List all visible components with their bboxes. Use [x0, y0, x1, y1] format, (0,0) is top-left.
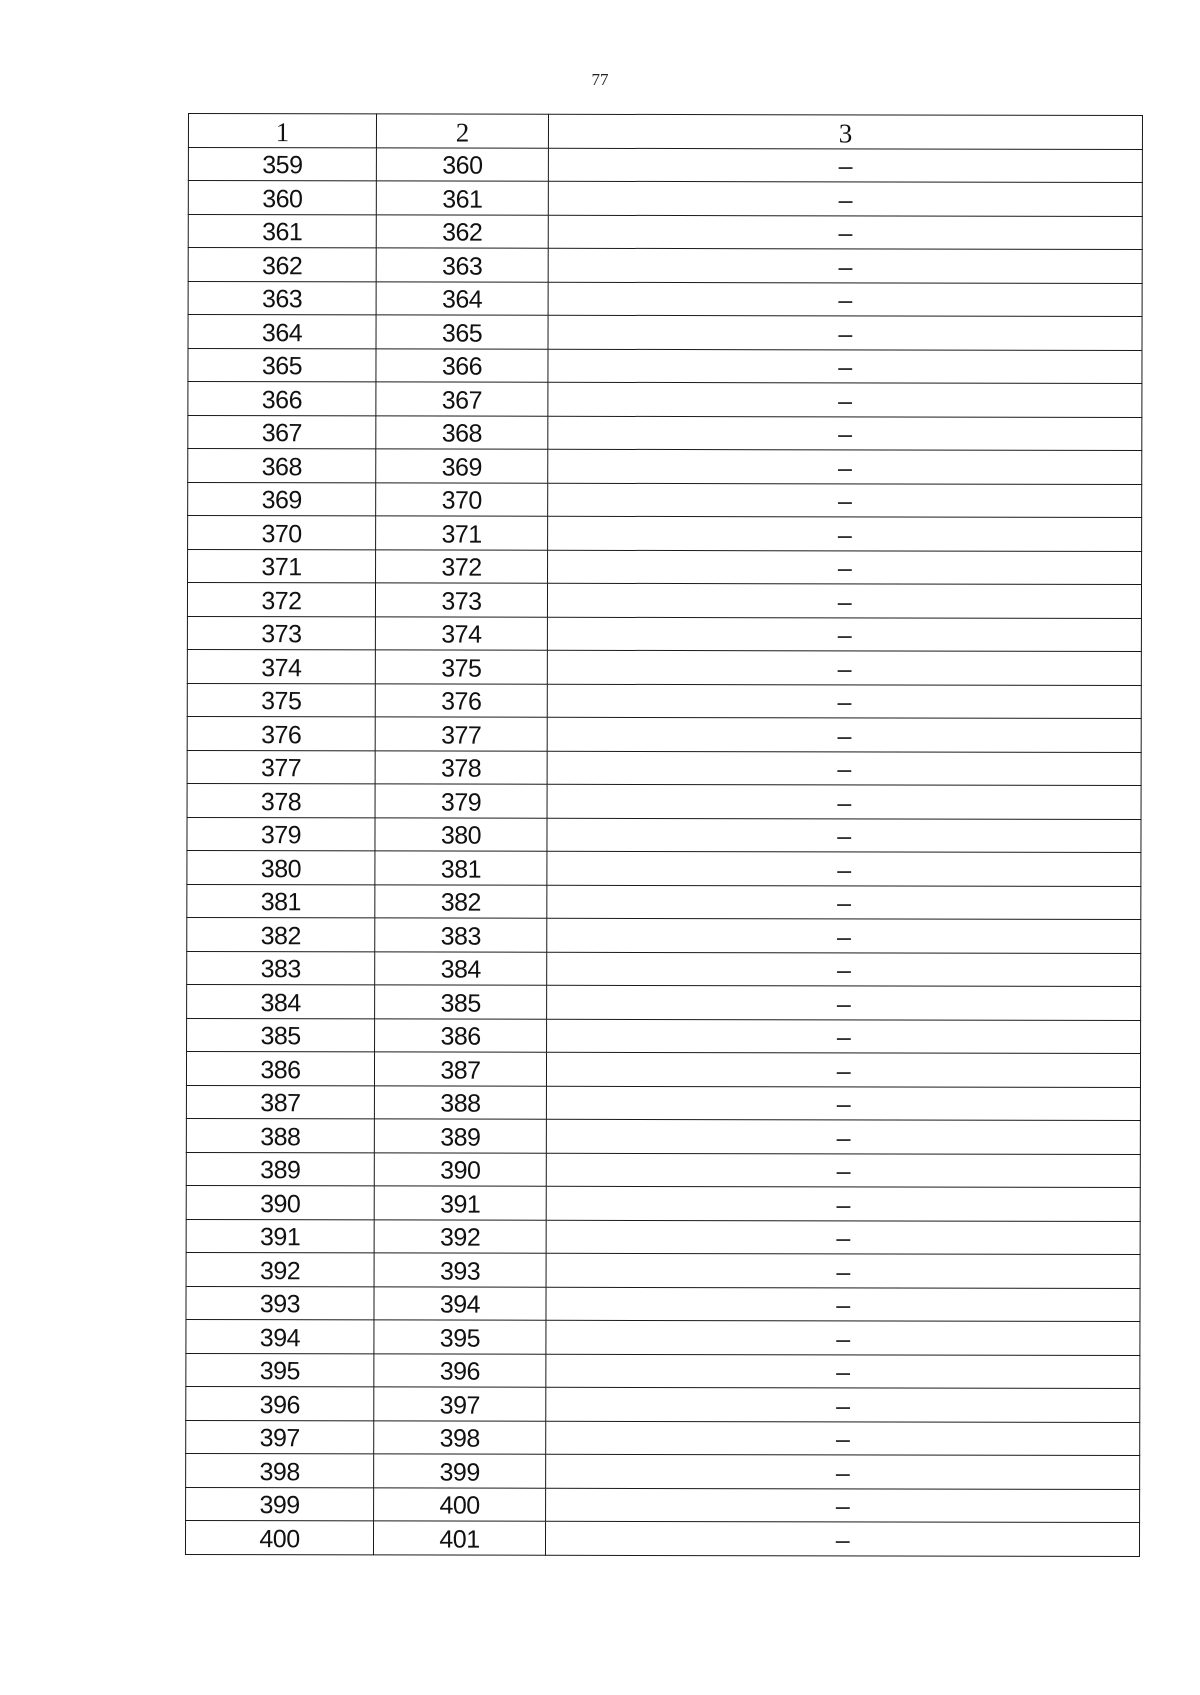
table-cell-col-1: 361 [188, 214, 376, 248]
table-row [187, 917, 1141, 952]
table-cell-col-2: 372 [376, 549, 548, 583]
table-row [188, 315, 1142, 350]
table-cell-col-3: – [546, 1488, 1140, 1523]
table-cell-col-2: 401 [373, 1521, 545, 1555]
table-cell-col-2: 363 [376, 248, 548, 282]
table-cell-col-1: 381 [187, 884, 375, 918]
table-cell-col-1: 367 [188, 415, 376, 449]
table-cell-col-3: – [546, 1186, 1140, 1221]
table-cell-col-3: – [546, 1220, 1140, 1255]
table-cell-col-3: – [546, 1153, 1140, 1188]
table-row [185, 1520, 1139, 1555]
table-cell-col-1: 365 [188, 348, 376, 382]
table-cell-col-2: 381 [375, 851, 547, 885]
table-row [187, 783, 1141, 818]
table-row [187, 683, 1141, 718]
table-cell-col-2: 399 [374, 1454, 546, 1488]
table-cell-col-3: – [547, 851, 1141, 886]
table-cell-col-3: – [548, 315, 1142, 350]
table-row [188, 281, 1142, 316]
table-cell-col-1: 391 [186, 1219, 374, 1253]
table-row [187, 1018, 1141, 1053]
table-row [187, 716, 1141, 751]
table-cell-col-3: – [546, 1119, 1140, 1154]
table-header [188, 114, 1142, 149]
table-cell-col-3: – [546, 1454, 1140, 1489]
table-cell-col-2: 367 [376, 382, 548, 416]
table-cell-col-2: 386 [375, 1018, 547, 1052]
table-cell-col-1: 362 [188, 248, 376, 282]
table-cell-col-2: 394 [374, 1286, 546, 1320]
table-cell-col-2: 395 [374, 1320, 546, 1354]
table-row [186, 1118, 1140, 1153]
table-row [186, 1386, 1140, 1421]
header-row [188, 114, 1142, 149]
table-cell-col-2: 392 [374, 1219, 546, 1253]
table-cell-col-1: 376 [187, 716, 375, 750]
table-cell-col-1: 379 [187, 817, 375, 851]
page-number: 77 [591, 70, 609, 89]
table-row [187, 649, 1141, 684]
table-cell-col-3: – [546, 1253, 1140, 1288]
table-cell-col-2: 374 [375, 616, 547, 650]
table-cell-col-2: 371 [376, 516, 548, 550]
table-cell-col-2: 364 [376, 281, 548, 315]
table-cell-col-1: 389 [186, 1152, 374, 1186]
table-cell-col-3: – [546, 1052, 1140, 1087]
table-cell-col-1: 359 [188, 147, 376, 181]
table-cell-col-1: 378 [187, 783, 375, 817]
table-row [186, 1185, 1140, 1220]
table-cell-col-3: – [547, 918, 1141, 953]
table-cell-col-3: – [548, 215, 1142, 250]
table-row [186, 1051, 1140, 1086]
table-row [188, 248, 1142, 283]
table-cell-col-3: – [546, 1086, 1140, 1121]
table-cell-col-3: – [547, 885, 1141, 920]
table-cell-col-3: – [547, 751, 1141, 786]
table-row [186, 1252, 1140, 1287]
table-row [188, 181, 1142, 216]
table-row [187, 884, 1141, 919]
table-cell-col-2: 362 [376, 214, 548, 248]
table-cell-col-3: – [548, 516, 1142, 551]
table-row [187, 850, 1141, 885]
table-cell-col-2: 391 [374, 1186, 546, 1220]
table-cell-col-2: 361 [376, 181, 548, 215]
table-row [186, 1319, 1140, 1354]
table-row [186, 1420, 1140, 1455]
table-cell-col-1: 385 [187, 1018, 375, 1052]
table-cell-col-3: – [547, 583, 1141, 618]
table-cell-col-1: 392 [186, 1252, 374, 1286]
table-row [188, 415, 1142, 450]
table-cell-col-1: 388 [186, 1118, 374, 1152]
table-row [187, 984, 1141, 1019]
table-cell-col-3: – [547, 952, 1141, 987]
table-cell-col-3: – [546, 1320, 1140, 1355]
table-cell-col-2: 365 [376, 315, 548, 349]
table-cell-col-1: 394 [186, 1319, 374, 1353]
table-cell-col-2: 390 [374, 1152, 546, 1186]
data-table [185, 113, 1143, 1556]
column-header-2: 2 [376, 114, 548, 148]
table-cell-col-2: 383 [375, 918, 547, 952]
table-body [185, 147, 1142, 1556]
table-cell-col-3: – [548, 148, 1142, 183]
table-cell-col-1: 396 [186, 1386, 374, 1420]
table-cell-col-2: 396 [374, 1353, 546, 1387]
table-cell-col-3: – [548, 483, 1142, 518]
table-cell-col-3: – [548, 282, 1142, 317]
table-cell-col-2: 370 [376, 482, 548, 516]
table-cell-col-1: 377 [187, 750, 375, 784]
table-cell-col-3: – [546, 1387, 1140, 1422]
table-row [186, 1487, 1140, 1522]
table-cell-col-3: – [545, 1521, 1139, 1556]
table-cell-col-1: 400 [185, 1520, 373, 1554]
table-cell-col-1: 387 [186, 1085, 374, 1119]
table-row [187, 951, 1141, 986]
table-row [186, 1353, 1140, 1388]
table-cell-col-3: – [547, 985, 1141, 1020]
table-cell-col-1: 372 [187, 583, 375, 617]
table-cell-col-1: 374 [187, 649, 375, 683]
table-cell-col-1: 364 [188, 315, 376, 349]
table-row [186, 1219, 1140, 1254]
table-cell-col-1: 395 [186, 1353, 374, 1387]
table-row [186, 1085, 1140, 1120]
table-row [186, 1453, 1140, 1488]
table-cell-col-3: – [548, 449, 1142, 484]
column-header-3: 3 [548, 114, 1142, 149]
table-cell-col-3: – [548, 382, 1142, 417]
table-cell-col-3: – [548, 248, 1142, 283]
table-cell-col-2: 397 [374, 1387, 546, 1421]
table-cell-col-1: 363 [188, 281, 376, 315]
table-cell-col-2: 379 [375, 784, 547, 818]
table-row [186, 1286, 1140, 1321]
table-cell-col-1: 366 [188, 382, 376, 416]
table-cell-col-2: 378 [375, 750, 547, 784]
table-cell-col-1: 384 [187, 984, 375, 1018]
table-cell-col-3: – [547, 784, 1141, 819]
table-cell-col-3: – [547, 684, 1141, 719]
table-row [187, 616, 1141, 651]
table-cell-col-1: 386 [186, 1051, 374, 1085]
table-cell-col-3: – [548, 181, 1142, 216]
table-cell-col-3: – [547, 1019, 1141, 1054]
table-row [188, 214, 1142, 249]
table-cell-col-3: – [546, 1421, 1140, 1456]
table-cell-col-1: 397 [186, 1420, 374, 1454]
table-row [187, 817, 1141, 852]
table-cell-col-3: – [548, 349, 1142, 384]
table-cell-col-1: 360 [188, 181, 376, 215]
table-cell-col-1: 368 [188, 449, 376, 483]
table-cell-col-2: 368 [376, 415, 548, 449]
table-row [188, 348, 1142, 383]
table-cell-col-2: 376 [375, 683, 547, 717]
table-cell-col-1: 393 [186, 1286, 374, 1320]
table-row [188, 147, 1142, 182]
table-cell-col-1: 380 [187, 850, 375, 884]
table-cell-col-3: – [548, 416, 1142, 451]
table-row [188, 382, 1142, 417]
table-row [188, 549, 1142, 584]
table-cell-col-1: 370 [188, 516, 376, 550]
table-cell-col-3: – [547, 617, 1141, 652]
table-row [188, 449, 1142, 484]
table-cell-col-1: 383 [187, 951, 375, 985]
table-cell-col-3: – [546, 1354, 1140, 1389]
table-cell-col-1: 371 [188, 549, 376, 583]
table-cell-col-2: 389 [374, 1119, 546, 1153]
table-cell-col-2: 360 [376, 147, 548, 181]
table-cell-col-2: 380 [375, 817, 547, 851]
table-cell-col-2: 373 [375, 583, 547, 617]
table-cell-col-2: 382 [375, 884, 547, 918]
table-cell-col-1: 399 [186, 1487, 374, 1521]
table-cell-col-1: 375 [187, 683, 375, 717]
table-cell-col-2: 398 [374, 1420, 546, 1454]
table-cell-col-1: 373 [187, 616, 375, 650]
table-cell-col-1: 382 [187, 917, 375, 951]
table-cell-col-3: – [547, 650, 1141, 685]
table-cell-col-3: – [548, 550, 1142, 585]
table-cell-col-2: 393 [374, 1253, 546, 1287]
table-cell-col-1: 398 [186, 1453, 374, 1487]
table-row [187, 750, 1141, 785]
column-header-1: 1 [188, 114, 376, 148]
table-cell-col-2: 375 [375, 650, 547, 684]
table-cell-col-2: 385 [375, 985, 547, 1019]
table-cell-col-2: 387 [374, 1052, 546, 1086]
table-cell-col-2: 377 [375, 717, 547, 751]
table-cell-col-2: 388 [374, 1085, 546, 1119]
table-cell-col-3: – [547, 717, 1141, 752]
table-cell-col-2: 400 [374, 1487, 546, 1521]
table-row [187, 583, 1141, 618]
table-cell-col-2: 369 [376, 449, 548, 483]
table-row [188, 482, 1142, 517]
table-cell-col-2: 384 [375, 951, 547, 985]
table-cell-col-1: 390 [186, 1185, 374, 1219]
table-cell-col-1: 369 [188, 482, 376, 516]
table-row [188, 516, 1142, 551]
table-cell-col-3: – [546, 1287, 1140, 1322]
table-row [186, 1152, 1140, 1187]
table-cell-col-2: 366 [376, 348, 548, 382]
table-cell-col-3: – [547, 818, 1141, 853]
